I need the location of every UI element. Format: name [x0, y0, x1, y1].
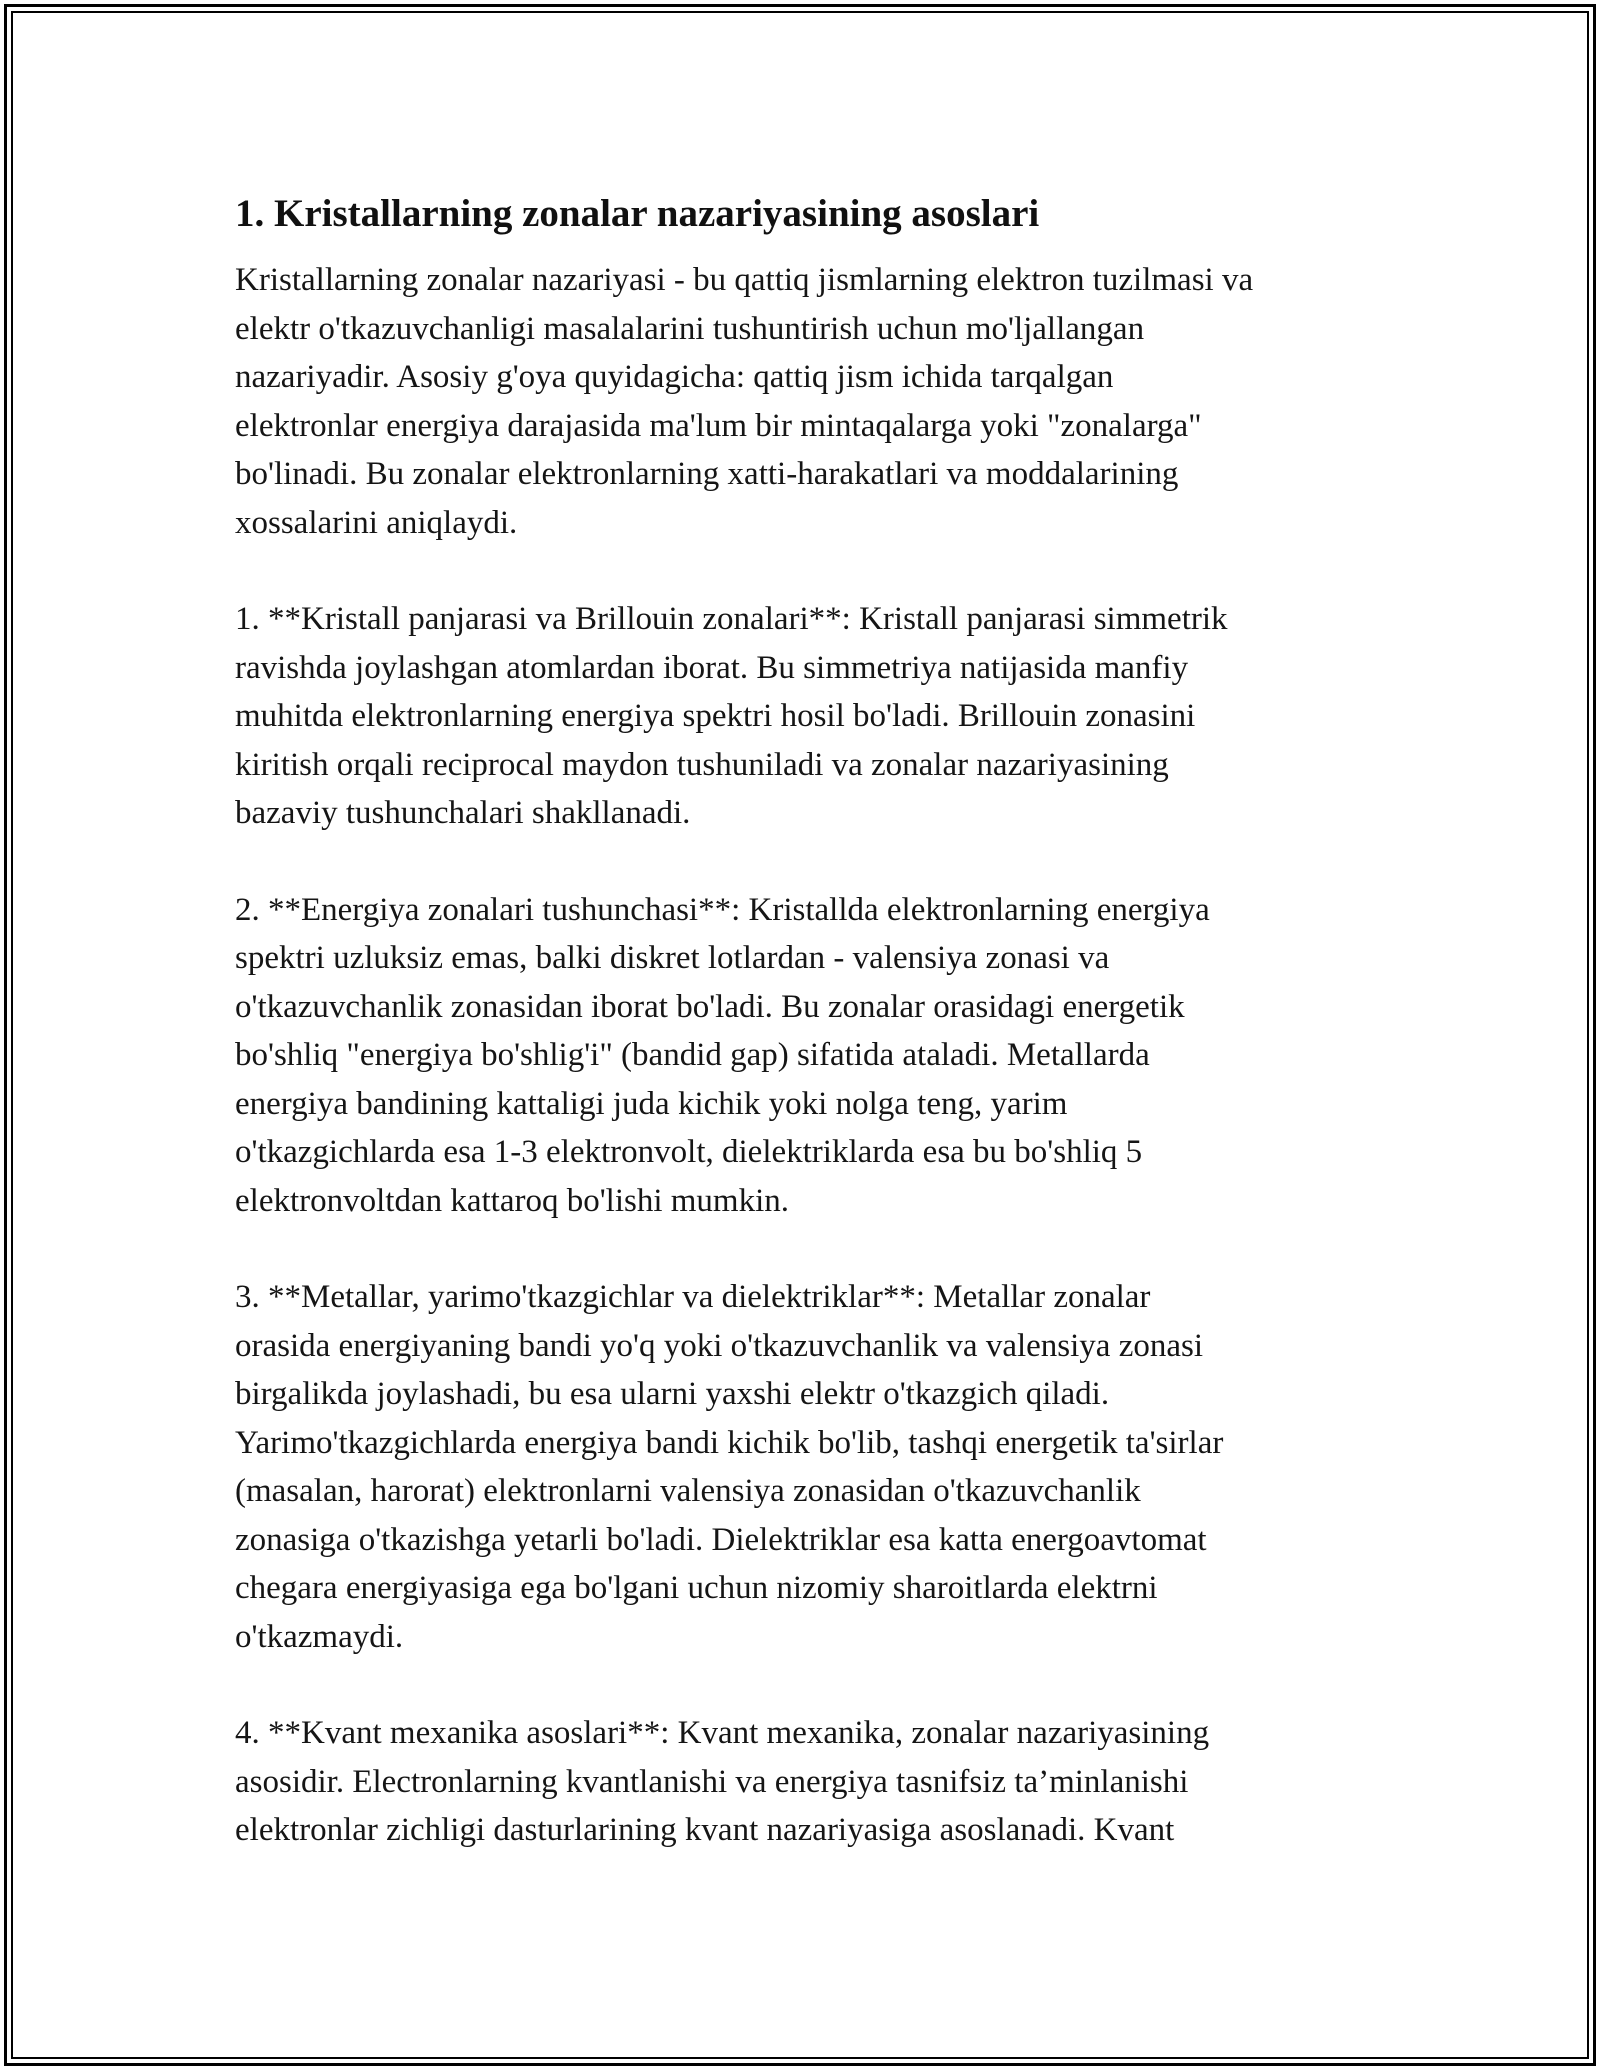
section-heading: 1. Kristallarning zonalar nazariyasining asoslari — [235, 192, 1040, 235]
intro-paragraph: Kristallarning zonalar nazariyasi - bu qattiq jismlarning elektron tuzilmasi va elektr o'tkazuvchanligi masalalarini tushuntirish uchun mo'ljallangan nazariyadir. Asosiy g'oya quyidagicha: qattiq jism ichida tarqalgan elektronlar energiya darajasida ma'lum bir mintaqalarga yoki "zonalarga" bo'linadi. Bu zonalar elektronlarning xatti-harakatlari va moddalarining xossalarini aniqlaydi. — [235, 262, 1254, 541]
list-item-metals-semiconductors: 3. **Metallar, yarimo'tkazgichlar va dielektriklar**: Metallar zonalar orasida energiyaning bandi yo'q yoki o'tkazuvchanlik va valensiya zonasi birgalikda joylashadi, bu esa ularni yaxshi elektr o'tkazgich qiladi. Yarimo'tkazgichlarda energiya bandi kichik bo'lib, tashqi energetik ta'sirlar (masalan, harorat) elektronlarni valensiya zonasidan o'tkazuvchanlik zonasiga o'tkazishga yetarli bo'ladi. Dielektriklar esa katta energoavtomat chegara energiyasiga ega bo'lgani uchun nizomiy sharoitlarda elektrni o'tkazmaydi. — [235, 1279, 1224, 1655]
document-body — [235, 190, 1395, 1903]
list-item-energy-zones: 2. **Energiya zonalari tushunchasi**: Kristallda elektronlarning energiya spektri uzluksiz emas, balki diskret lotlardan - valensiya zonasi va o'tkazuvchanlik zonasidan iborat bo'ladi. Bu zonalar orasidagi energetik bo'shliq "energiya bo'shlig'i" (bandid gap) sifatida ataladi. Metallarda energiya bandining kattaligi juda kichik yoki nolga teng, yarim o'tkazgichlarda esa 1-3 elektronvolt, dielektriklarda esa bu bo'shliq 5 elektronvoltdan kattaroq bo'lishi mumkin. — [235, 891, 1210, 1219]
list-item-crystal-lattice: 1. **Kristall panjarasi va Brillouin zonalari**: Kristall panjarasi simmetrik ravishda joylashgan atomlardan iborat. Bu simmetriya natijasida manfiy muhitda elektronlarning energiya spektri hosil bo'ladi. Brillouin zonasini kiritish orqali reciprocal maydon tushuniladi va zonalar nazariyasining bazaviy tushunchalari shakllanadi. — [235, 601, 1228, 831]
list-item-quantum-mechanics: 4. **Kvant mexanika asoslari**: Kvant mexanika, zonalar nazariyasining asosidir. Electronlarning kvantlanishi va energiya tasnifsiz ta’minlanishi elektronlar zichligi dasturlarining kvant nazariyasiga asoslanadi. Kvant — [235, 1715, 1210, 1848]
